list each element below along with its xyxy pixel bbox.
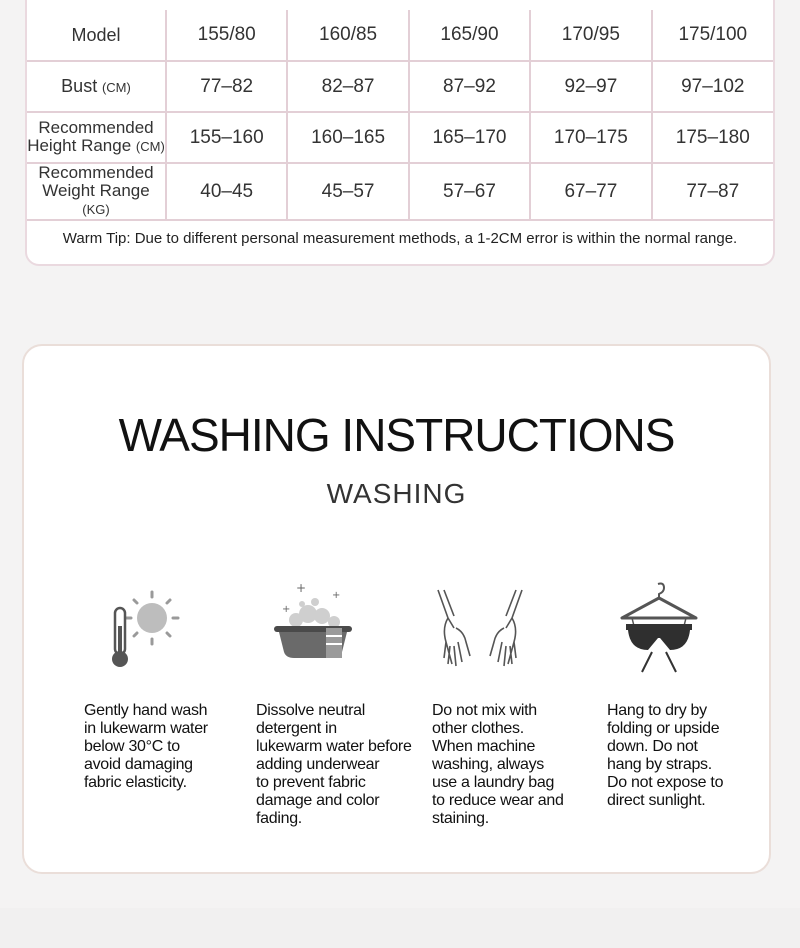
instruction-line: Do not mix with [432,702,537,719]
instruction-line: to reduce wear and [432,792,564,809]
instruction-line: in lukewarm water [84,720,208,737]
svg-text:+: + [282,604,291,615]
instruction-line: direct sunlight. [607,792,706,809]
table-cell: 155–160 [166,112,287,163]
instruction-line: Hang to dry by [607,702,707,719]
row-label-bust [27,61,166,112]
section-subtitle: WASHING [326,478,467,509]
svg-text:+: + [332,590,341,601]
label-text: Height Range [27,136,132,155]
instruction-line: other clothes. [432,720,524,737]
table-cell: 175/100 [652,10,773,61]
row-label-height [27,112,166,163]
table-cell: 57–67 [409,163,530,220]
instruction-line: damage and color [256,792,380,809]
table-row-weight [27,163,773,220]
instruction-text-detergent [256,702,412,828]
bottom-strip [0,908,800,948]
table-cell: 82–87 [287,61,408,112]
table-cell: 67–77 [530,163,651,220]
row-label-model [27,10,166,61]
instruction-line: When machine [432,738,536,755]
table-cell: 45–57 [287,163,408,220]
instruction-line: below 30°C to [84,738,180,755]
washing-instructions-card [22,344,771,874]
thermometer-sun-icon [106,582,186,674]
table-row-height [27,112,773,163]
unit-text: (KG) [82,202,110,217]
table-cell: 92–97 [530,61,651,112]
label-line [27,182,165,219]
table-cell: 175–180 [652,112,773,163]
table-cell: 97–102 [652,61,773,112]
label-line: Recommended [38,163,154,182]
table-cell: 40–45 [166,163,287,220]
hanger-bra-icon [612,580,708,676]
label-text: Bust [61,75,98,96]
instruction-line: fabric elasticity. [84,774,187,791]
label-line [27,137,165,156]
table-cell: 170/95 [530,10,651,61]
svg-text:+: + [296,581,307,595]
warm-tip-text: Warm Tip: Due to different personal measurement methods, a 1-2CM error is within the normal range. [62,230,738,247]
table-cell: 87–92 [409,61,530,112]
label-line: Recommended [38,118,154,137]
section-title: WASHING INSTRUCTIONS [118,409,675,461]
instruction-line: avoid damaging [84,756,193,773]
unit-text: (CM) [135,139,165,154]
unit-text: (CM) [101,79,131,95]
size-table [27,10,773,221]
size-chart-card [25,0,775,266]
instruction-line: staining. [432,810,489,827]
wash-basin-icon [268,578,358,668]
instruction-line: Do not expose to [607,774,724,791]
instruction-line: detergent in [256,720,337,737]
instruction-line: folding or upside [607,720,720,737]
instruction-line: hang by straps. [607,756,712,773]
instruction-line: fading. [256,810,302,827]
instruction-line: Dissolve neutral [256,702,366,719]
hands-icon [434,588,526,674]
table-row-model [27,10,773,61]
instruction-line: Gently hand wash [84,702,208,719]
instruction-line: washing, always [432,756,545,773]
table-cell: 77–82 [166,61,287,112]
row-label-weight [27,163,166,220]
table-cell: 155/80 [166,10,287,61]
table-cell: 160–165 [287,112,408,163]
table-cell: 170–175 [530,112,651,163]
instruction-line: down. Do not [607,738,698,755]
table-row-bust [27,61,773,112]
table-cell: 165–170 [409,112,530,163]
table-cell: 77–87 [652,163,773,220]
table-cell: 165/90 [409,10,530,61]
instruction-line: adding underwear [256,756,380,773]
label-text: Model [71,24,121,45]
table-cell: 160/85 [287,10,408,61]
label-text: Weight Range [42,181,150,200]
instruction-line: use a laundry bag [432,774,555,791]
instruction-line: to prevent fabric [256,774,366,791]
instruction-text-drying [607,702,723,810]
instruction-text-hand-wash [84,702,208,792]
instruction-line: lukewarm water before [256,738,412,755]
instruction-text-laundry-bag [432,702,564,828]
